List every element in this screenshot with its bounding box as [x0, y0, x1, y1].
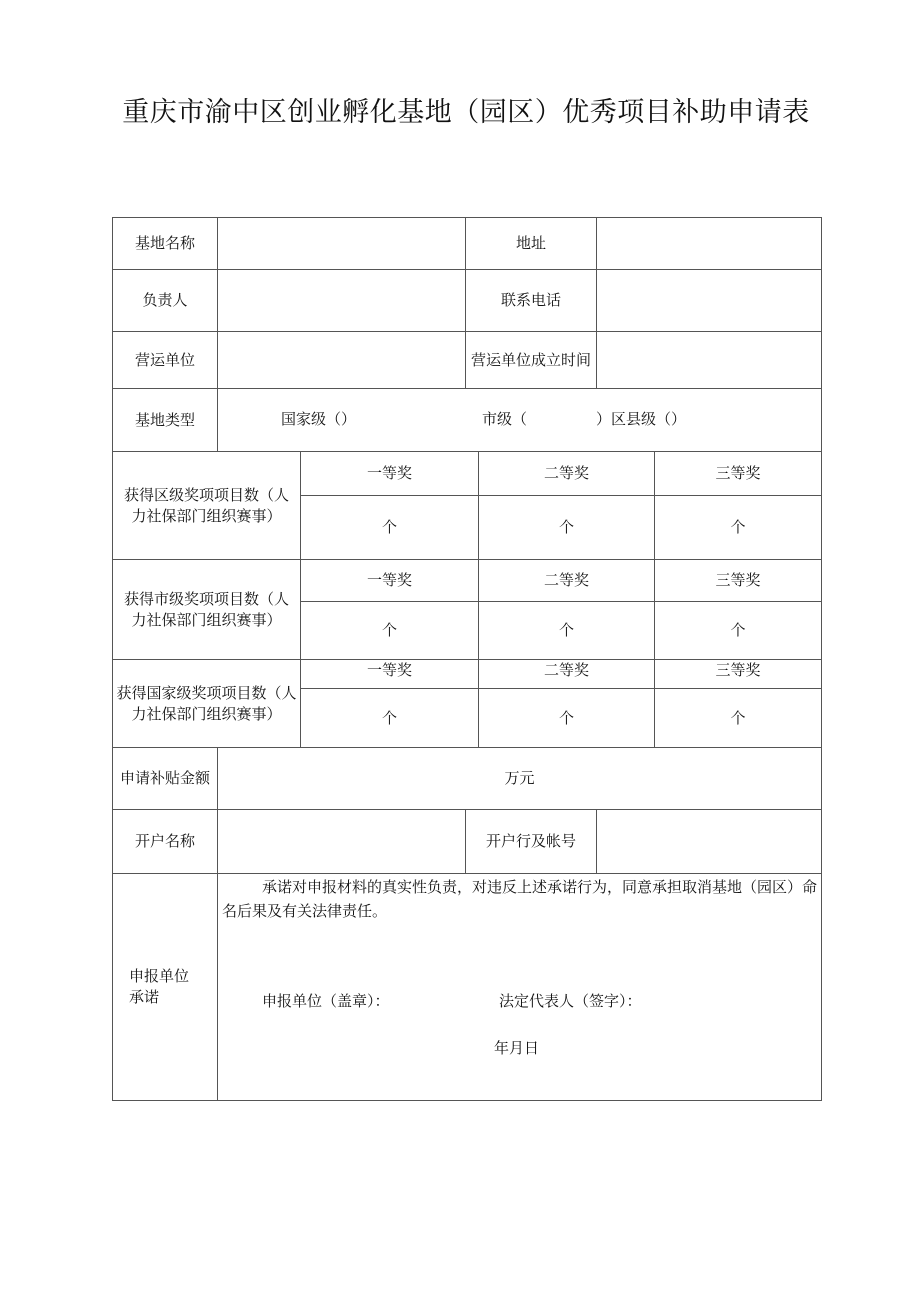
- commitment-text: 承诺对申报材料的真实性负责，对违反上述承诺行为，同意承担取消基地（园区）命名后果及有关法律责任。: [222, 878, 818, 920]
- page-title: 重庆市渝中区创业孵化基地（园区）优秀项目补助申请表: [122, 97, 810, 128]
- operator-date-label: 营运单位成立时间: [465, 331, 597, 389]
- national-first-prize-header: 一等奖: [300, 659, 479, 689]
- city-first-prize-count[interactable]: 个: [300, 601, 479, 660]
- address-field[interactable]: [596, 217, 822, 270]
- district-second-prize-count[interactable]: 个: [478, 495, 655, 560]
- national-second-prize-header: 二等奖: [478, 659, 655, 689]
- bank-account-field[interactable]: [596, 809, 822, 874]
- manager-label: 负责人: [112, 269, 218, 332]
- address-label: 地址: [465, 217, 597, 270]
- operator-label: 营运单位: [112, 331, 218, 389]
- legal-rep-signature-line[interactable]: 法定代表人（签字）：: [499, 992, 642, 1010]
- bank-account-label: 开户行及帐号: [465, 809, 597, 874]
- account-name-label: 开户名称: [112, 809, 218, 874]
- subsidy-amount-field[interactable]: 万元: [217, 747, 822, 810]
- commitment-label: 申报单位承诺: [112, 873, 218, 1101]
- city-awards-label: 获得市级奖项项目数（人力社保部门组织赛事）: [112, 559, 301, 660]
- national-first-prize-count[interactable]: 个: [300, 688, 479, 748]
- type-city-option[interactable]: 市级（: [482, 410, 528, 428]
- type-national-option[interactable]: 国家级（）: [281, 410, 357, 428]
- type-district-option[interactable]: ）区县级（）: [596, 410, 687, 428]
- district-first-prize-header: 一等奖: [300, 451, 479, 496]
- date-line[interactable]: 年月日: [494, 1039, 540, 1057]
- district-third-prize-count[interactable]: 个: [654, 495, 822, 560]
- base-type-label: 基地类型: [112, 388, 218, 452]
- operator-field[interactable]: [217, 331, 466, 389]
- manager-field[interactable]: [217, 269, 466, 332]
- national-awards-label: 获得国家级奖项项目数（人力社保部门组织赛事）: [112, 659, 301, 748]
- operator-date-field[interactable]: [596, 331, 822, 389]
- district-awards-label: 获得区级奖项项目数（人力社保部门组织赛事）: [112, 451, 301, 560]
- national-third-prize-count[interactable]: 个: [654, 688, 822, 748]
- phone-label: 联系电话: [465, 269, 597, 332]
- district-second-prize-header: 二等奖: [478, 451, 655, 496]
- seal-line[interactable]: 申报单位（盖章）：: [262, 992, 390, 1010]
- account-name-field[interactable]: [217, 809, 466, 874]
- base-name-field[interactable]: [217, 217, 466, 270]
- city-third-prize-count[interactable]: 个: [654, 601, 822, 660]
- district-third-prize-header: 三等奖: [654, 451, 822, 496]
- national-third-prize-header: 三等奖: [654, 659, 822, 689]
- city-second-prize-count[interactable]: 个: [478, 601, 655, 660]
- phone-field[interactable]: [596, 269, 822, 332]
- district-first-prize-count[interactable]: 个: [300, 495, 479, 560]
- subsidy-amount-label: 申请补贴金额: [112, 747, 218, 810]
- city-second-prize-header: 二等奖: [478, 559, 655, 602]
- national-second-prize-count[interactable]: 个: [478, 688, 655, 748]
- city-third-prize-header: 三等奖: [654, 559, 822, 602]
- base-name-label: 基地名称: [112, 217, 218, 270]
- city-first-prize-header: 一等奖: [300, 559, 479, 602]
